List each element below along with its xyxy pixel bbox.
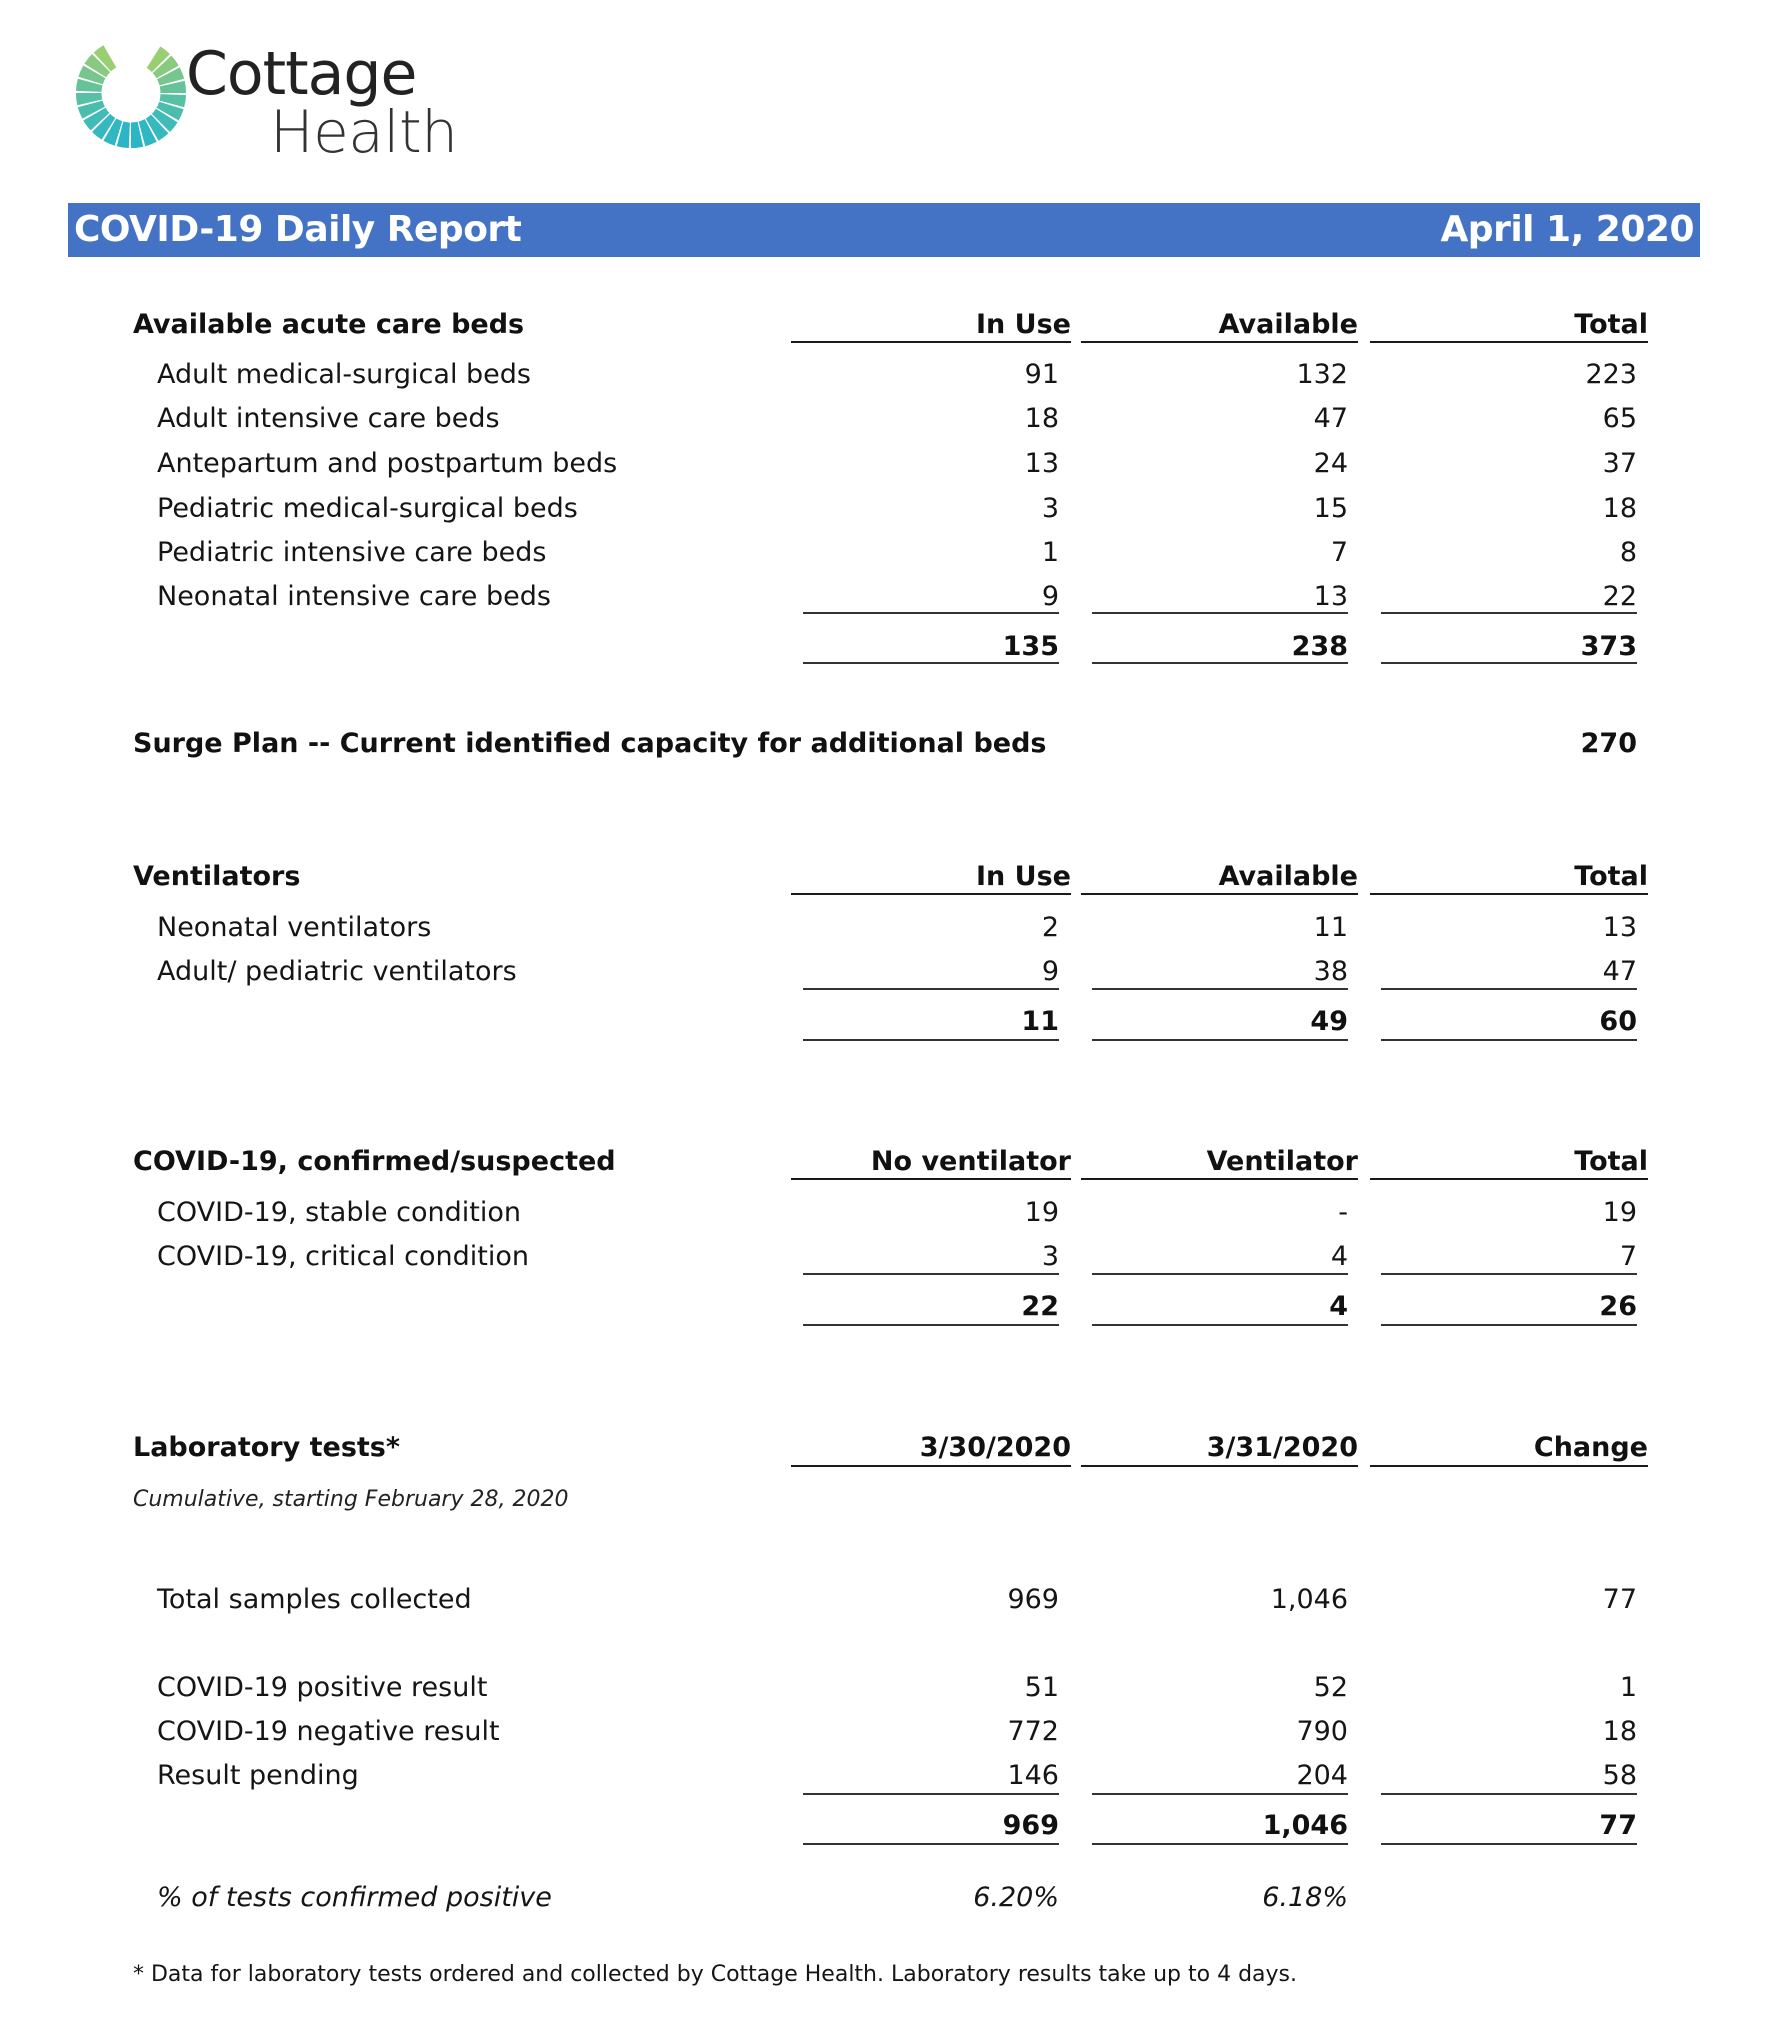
cell-total: 7	[1619, 1241, 1637, 1272]
cell-in-use: 91	[1024, 359, 1059, 390]
cell-in-use: 2	[1041, 912, 1059, 943]
percent-positive-date2: 6.18%	[1262, 1882, 1348, 1913]
lab-col-change: Change	[1533, 1432, 1648, 1463]
row-label: Total samples collected	[157, 1584, 472, 1615]
header-underline	[1370, 893, 1648, 895]
cell-change: 1	[1619, 1672, 1637, 1703]
subtotal-line	[803, 612, 1059, 614]
cell-no-ventilator: 3	[1041, 1241, 1059, 1272]
beds-heading: Available acute care beds	[133, 309, 525, 340]
footnote: * Data for laboratory tests ordered and collected by Cottage Health. Laboratory results take up to 4 days.	[133, 1962, 1298, 1987]
header-underline	[1081, 1465, 1358, 1467]
cell-date2: 52	[1313, 1672, 1348, 1703]
covid-heading: COVID-19, confirmed/suspected	[133, 1146, 616, 1177]
total-date1: 969	[1002, 1810, 1059, 1841]
cell-total: 19	[1602, 1197, 1637, 1228]
header-underline	[1370, 1465, 1648, 1467]
row-label: Adult/ pediatric ventilators	[157, 956, 517, 987]
subtotal-line	[1092, 612, 1348, 614]
covid-col-total: Total	[1574, 1146, 1648, 1177]
total-total: 60	[1599, 1006, 1637, 1037]
total-date2: 1,046	[1262, 1810, 1348, 1841]
total-underline	[803, 1324, 1059, 1326]
subtotal-line	[1381, 612, 1637, 614]
subtotal-line	[1381, 1793, 1637, 1795]
vent-col-total: Total	[1574, 861, 1648, 892]
covid-col-no-ventilator: No ventilator	[870, 1146, 1071, 1177]
header-underline	[791, 1465, 1071, 1467]
total-underline	[803, 662, 1059, 664]
row-label: COVID-19, stable condition	[157, 1197, 521, 1228]
total-change: 77	[1599, 1810, 1637, 1841]
cell-available: 47	[1313, 403, 1348, 434]
cell-change: 77	[1602, 1584, 1637, 1615]
total-in-use: 135	[1002, 631, 1059, 662]
subtotal-line	[803, 1793, 1059, 1795]
cottage-health-logo-icon	[72, 34, 190, 152]
cell-date1: 51	[1024, 1672, 1059, 1703]
cell-available: 7	[1330, 537, 1348, 568]
header-underline	[791, 341, 1071, 343]
row-label: Pediatric intensive care beds	[157, 537, 547, 568]
total-underline	[803, 1843, 1059, 1845]
cell-no-ventilator: 19	[1024, 1197, 1059, 1228]
cell-in-use: 18	[1024, 403, 1059, 434]
cell-total: 223	[1585, 359, 1637, 390]
total-underline	[1092, 1039, 1348, 1041]
percent-positive-label: % of tests confirmed positive	[157, 1882, 552, 1913]
cell-date1: 146	[1007, 1760, 1059, 1791]
total-in-use: 11	[1021, 1006, 1059, 1037]
cell-total: 8	[1619, 537, 1637, 568]
row-label: Pediatric medical-surgical beds	[157, 493, 578, 524]
cell-date2: 790	[1296, 1716, 1348, 1747]
row-label: COVID-19 negative result	[157, 1716, 500, 1747]
report-date: April 1, 2020	[1440, 209, 1694, 250]
subtotal-line	[1381, 1273, 1637, 1275]
subtotal-line	[1381, 988, 1637, 990]
total-underline	[1092, 1843, 1348, 1845]
total-underline	[1381, 1843, 1637, 1845]
header-underline	[1081, 1178, 1358, 1180]
cell-available: 24	[1313, 448, 1348, 479]
cell-date1: 969	[1007, 1584, 1059, 1615]
total-underline	[1381, 1324, 1637, 1326]
cell-in-use: 13	[1024, 448, 1059, 479]
row-label: COVID-19 positive result	[157, 1672, 488, 1703]
cell-change: 18	[1602, 1716, 1637, 1747]
total-total: 373	[1580, 631, 1637, 662]
row-label: COVID-19, critical condition	[157, 1241, 529, 1272]
header-underline	[791, 893, 1071, 895]
row-label: Neonatal ventilators	[157, 912, 432, 943]
total-ventilator: 4	[1329, 1291, 1348, 1322]
surge-plan-label: Surge Plan -- Current identified capacity for additional beds	[133, 728, 1047, 759]
total-underline	[1092, 662, 1348, 664]
cell-total: 65	[1602, 403, 1637, 434]
cell-available: 38	[1313, 956, 1348, 987]
header-underline	[1081, 893, 1358, 895]
total-underline	[1092, 1324, 1348, 1326]
cell-total: 47	[1602, 956, 1637, 987]
surge-plan-value: 270	[1580, 728, 1637, 759]
cell-available: 13	[1313, 581, 1348, 612]
lab-col-date1: 3/30/2020	[919, 1432, 1071, 1463]
header-underline	[791, 1178, 1071, 1180]
subtotal-line	[1092, 1273, 1348, 1275]
subtotal-line	[803, 988, 1059, 990]
cell-ventilator: -	[1338, 1197, 1348, 1228]
total-available: 238	[1291, 631, 1348, 662]
subtotal-line	[803, 1273, 1059, 1275]
lab-heading: Laboratory tests*	[133, 1432, 400, 1463]
total-underline	[1381, 662, 1637, 664]
cell-in-use: 1	[1041, 537, 1059, 568]
vent-col-available: Available	[1218, 861, 1358, 892]
subtotal-line	[1092, 1793, 1348, 1795]
header-underline	[1081, 341, 1358, 343]
cell-change: 58	[1602, 1760, 1637, 1791]
beds-col-available: Available	[1218, 309, 1358, 340]
vent-col-in-use: In Use	[976, 861, 1071, 892]
cell-available: 15	[1313, 493, 1348, 524]
header-underline	[1370, 341, 1648, 343]
ventilators-heading: Ventilators	[133, 861, 301, 892]
cell-total: 37	[1602, 448, 1637, 479]
cell-total: 18	[1602, 493, 1637, 524]
total-available: 49	[1310, 1006, 1348, 1037]
cell-total: 13	[1602, 912, 1637, 943]
report-title: COVID-19 Daily Report	[74, 209, 522, 250]
report-banner	[68, 203, 1700, 257]
beds-col-total: Total	[1574, 309, 1648, 340]
subtotal-line	[1092, 988, 1348, 990]
covid-col-ventilator: Ventilator	[1206, 1146, 1358, 1177]
row-label: Adult medical-surgical beds	[157, 359, 531, 390]
total-total: 26	[1599, 1291, 1637, 1322]
lab-col-date2: 3/31/2020	[1206, 1432, 1358, 1463]
row-label: Antepartum and postpartum beds	[157, 448, 618, 479]
cell-available: 132	[1296, 359, 1348, 390]
total-underline	[1381, 1039, 1637, 1041]
header-underline	[1370, 1178, 1648, 1180]
logo-text-cottage: Cottage	[186, 39, 417, 109]
total-no-ventilator: 22	[1021, 1291, 1059, 1322]
total-underline	[803, 1039, 1059, 1041]
beds-col-in-use: In Use	[976, 309, 1071, 340]
row-label: Result pending	[157, 1760, 359, 1791]
percent-positive-date1: 6.20%	[973, 1882, 1059, 1913]
cell-date2: 1,046	[1270, 1584, 1348, 1615]
row-label: Adult intensive care beds	[157, 403, 500, 434]
logo-text-health: Health	[270, 98, 458, 166]
cell-date1: 772	[1007, 1716, 1059, 1747]
cell-available: 11	[1313, 912, 1348, 943]
cell-in-use: 9	[1041, 956, 1059, 987]
row-label: Neonatal intensive care beds	[157, 581, 551, 612]
lab-subtitle: Cumulative, starting February 28, 2020	[133, 1487, 569, 1512]
cell-total: 22	[1602, 581, 1637, 612]
cell-ventilator: 4	[1330, 1241, 1348, 1272]
cell-in-use: 9	[1041, 581, 1059, 612]
cell-in-use: 3	[1041, 493, 1059, 524]
cell-date2: 204	[1296, 1760, 1348, 1791]
